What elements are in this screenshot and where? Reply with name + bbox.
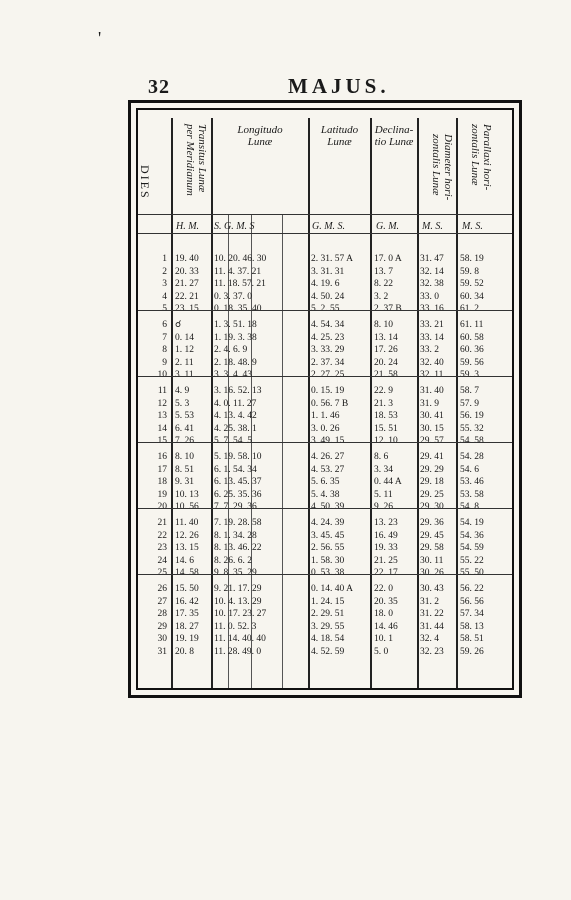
cell-day: 17 [157,464,167,475]
table-row [138,332,512,345]
cell-diameter: 31. 47 [420,254,444,264]
cell-day: 2 [162,266,167,277]
table-row [138,319,512,332]
table-row [138,489,512,502]
cell-longitudo: 2. 18. 48. 9 [214,357,257,368]
cell-latitudo: 4. 54. 34 [311,320,345,330]
cell-declinatio: 22. 9 [374,386,393,396]
cell-day: 15 [157,436,167,447]
cell-longitudo: 9. 21. 17. 29 [214,584,262,594]
cell-latitudo: 5. 4. 38 [311,489,340,500]
cell-latitudo: 4. 18. 54 [311,634,345,645]
cell-latitudo: 1. 58. 30 [311,555,345,566]
cell-transitus: 18. 27 [175,621,199,632]
header-dies: DIES [138,165,152,200]
cell-parallaxis: 54. 59 [460,543,484,554]
header-latitudo: Latitudo Lunæ [320,124,359,148]
cell-transitus: 5. 3 [175,398,190,409]
cell-latitudo: 3. 29. 55 [311,621,345,632]
cell-declinatio: 9. 26 [374,502,393,513]
cell-diameter: 29. 36 [420,518,444,528]
cell-day: 14 [157,423,167,434]
cell-declinatio: 2. 37 B [374,304,402,315]
cell-day: 22 [157,530,167,541]
cell-declinatio: 15. 51 [374,423,398,434]
cell-day: 30 [157,634,167,645]
cell-longitudo: 6. 13. 45. 37 [214,477,262,488]
cell-declinatio: 20. 35 [374,596,398,607]
cell-longitudo: 9. 8. 35. 29 [214,568,257,579]
cell-diameter: 31. 2 [420,596,439,607]
cell-transitus: 0. 14 [175,332,194,343]
cell-transitus: 7. 26 [175,436,194,447]
cell-transitus: 17. 35 [175,609,199,620]
cell-latitudo: 0. 14. 40 A [311,584,353,594]
page-number: 32 [148,76,170,98]
cell-declinatio: 13. 23 [374,518,398,528]
cell-diameter: 29. 18 [420,477,444,488]
cell-transitus: 6. 41 [175,423,194,434]
cell-declinatio: 0. 44 A [374,477,402,488]
cell-transitus: 19. 19 [175,634,199,645]
table-row [138,266,512,279]
cell-day: 6 [162,320,167,330]
cell-longitudo: 6. 1. 54. 34 [214,464,257,475]
cell-diameter: 32. 38 [420,279,444,290]
cell-transitus: 12. 26 [175,530,199,541]
cell-parallaxis: 54. 8 [460,502,479,513]
cell-parallaxis: 58. 7 [460,386,479,396]
table-row [138,357,512,370]
cell-transitus: 4. 9 [175,386,190,396]
cell-parallaxis: 56. 22 [460,584,484,594]
cell-latitudo: 4. 50. 24 [311,291,345,302]
cell-transitus: 15. 50 [175,584,199,594]
cell-longitudo: 11. 28. 49. 0 [214,647,262,657]
cell-latitudo: 3. 31. 31 [311,266,345,277]
cell-parallaxis: 60. 36 [460,345,484,356]
group-rule [138,508,512,509]
cell-transitus: 3. 11 [175,370,194,381]
cell-day: 13 [157,411,167,422]
cell-declinatio: 16. 49 [374,530,398,541]
table-row [138,344,512,357]
cell-latitudo: 3. 49. 15 [311,436,345,447]
cell-longitudo: 4. 13. 4. 42 [214,411,257,422]
table-row [138,596,512,609]
cell-latitudo: 5. 2. 55 [311,304,340,315]
cell-latitudo: 2. 29. 51 [311,609,345,620]
cell-declinatio: 5. 0 [374,647,389,657]
cell-diameter: 32. 23 [420,647,444,657]
cell-day: 31 [157,647,167,657]
cell-parallaxis: 53. 46 [460,477,484,488]
table-row [138,253,512,266]
table-row [138,385,512,398]
cell-latitudo: 4. 25. 23 [311,332,345,343]
cell-longitudo: 11. 14. 40. 40 [214,634,266,645]
cell-transitus: 21. 27 [175,279,199,290]
cell-parallaxis: 59. 52 [460,279,484,290]
cell-longitudo: 4. 0. 11. 27 [214,398,257,409]
cell-declinatio: 21. 3 [374,398,393,409]
table-row [138,410,512,423]
cell-day: 24 [157,555,167,566]
cell-day: 3 [162,279,167,290]
cell-declinatio: 8. 6 [374,452,389,462]
cell-transitus: 14. 6 [175,555,194,566]
cell-longitudo: 11. 0. 52. 3 [214,621,257,632]
cell-parallaxis: 58. 13 [460,621,484,632]
cell-diameter: 33. 16 [420,304,444,315]
cell-transitus: 23. 15 [175,304,199,315]
group-rule [138,574,512,575]
cell-declinatio: 18. 0 [374,609,393,620]
units-latitudo: G. M. S. [312,221,346,232]
cell-parallaxis: 55. 50 [460,568,484,579]
cell-declinatio: 8. 22 [374,279,393,290]
cell-declinatio: 13. 14 [374,332,398,343]
units-diameter: M. S. [422,221,443,232]
cell-transitus: 1. 12 [175,345,194,356]
cell-latitudo: 5. 6. 35 [311,477,340,488]
cell-declinatio: 5. 11 [374,489,393,500]
cell-diameter: 32. 14 [420,266,444,277]
cell-parallaxis: 56. 19 [460,411,484,422]
cell-longitudo: 11. 4. 37. 21 [214,266,262,277]
cell-transitus: 8. 51 [175,464,194,475]
units-transitus: H. M. [176,221,200,232]
cell-parallaxis: 57. 34 [460,609,484,620]
cell-longitudo: 10. 20. 46. 30 [214,254,267,264]
cell-longitudo: 7. 19. 28. 58 [214,518,262,528]
cell-parallaxis: 54. 19 [460,518,484,528]
cell-latitudo: 3. 33. 29 [311,345,345,356]
cell-diameter: 31. 40 [420,386,444,396]
cell-latitudo: 2. 37. 34 [311,357,345,368]
cell-latitudo: 4. 53. 27 [311,464,345,475]
cell-longitudo: 3. 3. 4. 43 [214,370,252,381]
table-inner [136,108,514,690]
cell-longitudo: 0. 3. 37. 0 [214,291,252,302]
cell-diameter: 33. 0 [420,291,439,302]
cell-declinatio: 20. 24 [374,357,398,368]
cell-transitus: 10. 13 [175,489,199,500]
cell-day: 21 [157,518,167,528]
cell-latitudo: 2. 27. 25 [311,370,345,381]
cell-parallaxis: 61. 2 [460,304,479,315]
cell-latitudo: 4. 24. 39 [311,518,345,528]
cell-parallaxis: 60. 34 [460,291,484,302]
cell-day: 1 [162,254,167,264]
cell-parallaxis: 59. 26 [460,647,484,657]
cell-longitudo: 10. 17. 23. 27 [214,609,267,620]
table-row [138,555,512,568]
cell-latitudo: 3. 0. 26 [311,423,340,434]
cell-diameter: 33. 14 [420,332,444,343]
cell-day: 18 [157,477,167,488]
cell-latitudo: 1. 1. 46 [311,411,340,422]
cell-longitudo: 7. 7. 29. 36 [214,502,257,513]
table-row [138,398,512,411]
cell-day: 5 [162,304,167,315]
cell-longitudo: 8. 26. 6. 2 [214,555,252,566]
cell-diameter: 29. 45 [420,530,444,541]
cell-transitus: 14. 58 [175,568,199,579]
cell-longitudo: 11. 18. 57. 21 [214,279,266,290]
header-diameter: Diameter hori- zontalis Lunæ [430,134,454,201]
cell-day: 23 [157,543,167,554]
cell-diameter: 29. 25 [420,489,444,500]
cell-declinatio: 19. 33 [374,543,398,554]
cell-day: 4 [162,291,167,302]
cell-parallaxis: 61. 11 [460,320,484,330]
table-row [138,530,512,543]
table-row [138,621,512,634]
cell-declinatio: 22. 17 [374,568,398,579]
cell-latitudo: 3. 45. 45 [311,530,345,541]
cell-diameter: 29. 30 [420,502,444,513]
group-rule [138,310,512,311]
table-row [138,517,512,530]
cell-longitudo: 10. 4. 13. 29 [214,596,262,607]
cell-declinatio: 13. 7 [374,266,393,277]
cell-diameter: 31. 9 [420,398,439,409]
cell-latitudo: 0. 56. 7 B [311,398,349,409]
cell-longitudo: 5. 7. 54. 5 [214,436,252,447]
cell-longitudo: 0. 18. 35. 40 [214,304,262,315]
cell-transitus: 8. 10 [175,452,194,462]
cell-declinatio: 17. 26 [374,345,398,356]
cell-diameter: 30. 41 [420,411,444,422]
cell-latitudo: 2. 56. 55 [311,543,345,554]
cell-transitus: 9. 31 [175,477,194,488]
cell-day: 29 [157,621,167,632]
cell-latitudo: 4. 19. 6 [311,279,340,290]
cell-diameter: 32. 11 [420,370,444,381]
cell-diameter: 30. 15 [420,423,444,434]
cell-latitudo: 0. 53. 38 [311,568,345,579]
cell-declinatio: 8. 10 [374,320,393,330]
cell-transitus: 10. 56 [175,502,199,513]
header-parallaxis: Parallaxi hori- zontalis Lunæ [469,124,493,191]
header-longitudo: Longitudo Lunæ [237,124,283,148]
cell-diameter: 30. 43 [420,584,444,594]
cell-parallaxis: 58. 51 [460,634,484,645]
units-declinatio: G. M. [376,221,400,232]
units-parallaxis: M. S. [462,221,483,232]
cell-diameter: 31. 22 [420,609,444,620]
corner-mark: ' [98,28,102,48]
cell-diameter: 33. 21 [420,320,444,330]
cell-day: 20 [157,502,167,513]
cell-diameter: 29. 58 [420,543,444,554]
cell-transitus: 11. 40 [175,518,199,528]
table-row [138,608,512,621]
cell-parallaxis: 56. 56 [460,596,484,607]
cell-transitus: 20. 33 [175,266,199,277]
table-row [138,542,512,555]
cell-parallaxis: 53. 58 [460,489,484,500]
cell-diameter: 30. 26 [420,568,444,579]
table-row [138,476,512,489]
cell-declinatio: 12. 10 [374,436,398,447]
cell-longitudo: 8. 1. 34. 28 [214,530,257,541]
cell-parallaxis: 59. 3 [460,370,479,381]
cell-longitudo: 5. 19. 58. 10 [214,452,262,462]
cell-diameter: 32. 40 [420,357,444,368]
cell-latitudo: 4. 52. 59 [311,647,345,657]
cell-transitus: 5. 53 [175,411,194,422]
cell-transitus: ☌ [175,320,182,330]
cell-diameter: 31. 44 [420,621,444,632]
cell-parallaxis: 55. 22 [460,555,484,566]
cell-day: 10 [157,370,167,381]
cell-declinatio: 3. 2 [374,291,389,302]
table-row [138,464,512,477]
cell-declinatio: 3. 34 [374,464,393,475]
cell-diameter: 30. 11 [420,555,444,566]
cell-declinatio: 22. 0 [374,584,393,594]
cell-latitudo: 4. 50. 39 [311,502,345,513]
cell-parallaxis: 57. 9 [460,398,479,409]
cell-declinatio: 18. 53 [374,411,398,422]
cell-longitudo: 4. 25. 38. 1 [214,423,257,434]
cell-latitudo: 4. 26. 27 [311,452,345,462]
cell-transitus: 16. 42 [175,596,199,607]
table-row [138,583,512,596]
units-longitudo: S. G. M. S [214,221,255,232]
cell-longitudo: 1. 3. 51. 18 [214,320,257,330]
cell-day: 27 [157,596,167,607]
cell-parallaxis: 60. 58 [460,332,484,343]
cell-day: 7 [162,332,167,343]
cell-parallaxis: 54. 6 [460,464,479,475]
cell-parallaxis: 58. 19 [460,254,484,264]
header-rule [138,214,512,215]
page-title: MAJUS. [288,74,390,98]
cell-day: 28 [157,609,167,620]
cell-day: 16 [157,452,167,462]
cell-parallaxis: 59. 56 [460,357,484,368]
cell-longitudo: 8. 13. 46. 22 [214,543,262,554]
cell-diameter: 29. 57 [420,436,444,447]
cell-declinatio: 17. 0 A [374,254,402,264]
group-rule [138,442,512,443]
header-rule [138,233,512,234]
table-row [138,278,512,291]
header-declinatio: Declina- tio Lunæ [374,124,414,148]
table-row [138,451,512,464]
cell-declinatio: 21. 58 [374,370,398,381]
cell-latitudo: 1. 24. 15 [311,596,345,607]
cell-declinatio: 10. 1 [374,634,393,645]
cell-longitudo: 3. 16. 52. 13 [214,386,262,396]
cell-parallaxis: 54. 58 [460,436,484,447]
cell-day: 12 [157,398,167,409]
cell-parallaxis: 55. 32 [460,423,484,434]
cell-parallaxis: 59. 8 [460,266,479,277]
cell-transitus: 22. 21 [175,291,199,302]
table-row [138,633,512,646]
table-frame [128,100,522,698]
table-row [138,423,512,436]
cell-transitus: 19. 40 [175,254,199,264]
cell-transitus: 13. 15 [175,543,199,554]
cell-transitus: 20. 8 [175,647,194,657]
cell-day: 25 [157,568,167,579]
cell-day: 9 [162,357,167,368]
cell-longitudo: 1. 19. 3. 38 [214,332,257,343]
cell-parallaxis: 54. 28 [460,452,484,462]
cell-transitus: 2. 11 [175,357,194,368]
cell-longitudo: 6. 25. 35. 36 [214,489,262,500]
header-transitus: Transitus Lunæ per Meridianum [184,124,208,196]
cell-parallaxis: 54. 36 [460,530,484,541]
cell-diameter: 33. 2 [420,345,439,356]
cell-diameter: 29. 29 [420,464,444,475]
cell-day: 26 [157,584,167,594]
table-row [138,646,512,659]
cell-diameter: 32. 4 [420,634,439,645]
group-rule [138,376,512,377]
cell-day: 8 [162,345,167,356]
cell-diameter: 29. 41 [420,452,444,462]
table-row [138,291,512,304]
cell-longitudo: 2. 4. 6. 9 [214,345,248,356]
cell-latitudo: 0. 15. 19 [311,386,345,396]
cell-declinatio: 14. 46 [374,621,398,632]
cell-day: 19 [157,489,167,500]
cell-day: 11 [157,386,167,396]
cell-declinatio: 21. 25 [374,555,398,566]
cell-latitudo: 2. 31. 57 A [311,254,353,264]
